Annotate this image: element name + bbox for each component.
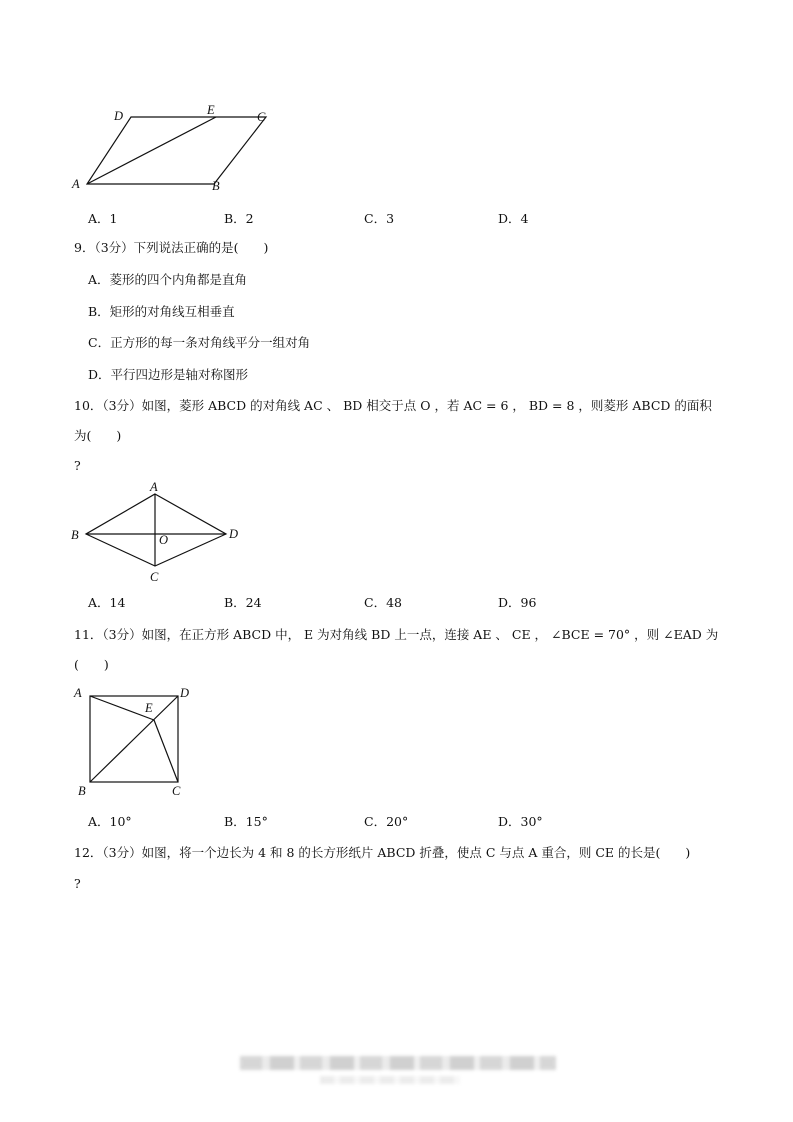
q8-option-c[interactable]: C．3 [364,211,395,226]
q11-option-b[interactable]: B．15° [224,814,268,829]
q10-stem-line2: 为( ) [74,428,122,443]
q8-option-b[interactable]: B．2 [224,211,254,226]
segment-ae [87,117,216,184]
blurred-footer-subtext [320,1076,460,1084]
q11-square-figure [66,682,206,802]
q10-option-a[interactable]: A．14 [88,595,126,610]
q10-label-c: C [150,570,159,584]
q10-label-a: A [150,480,158,494]
q8-label-c: C [257,110,266,124]
diagonal-bd [90,696,178,782]
q9-choice-c[interactable]: C．正方形的每一条对角线平分一组对角 [88,335,311,350]
q10-options [88,593,728,611]
q10-option-d[interactable]: D．96 [498,595,537,610]
q10-stem-line1: 10．（3分）如图，菱形 ABCD 的对角线 AC 、 BD 相交于点 O ，若 AC = 6 ， BD = 8 ，则菱形 ABCD 的面积 [74,398,712,413]
q11-label-c: C [172,784,181,798]
q8-label-d: D [114,109,124,123]
q10-rhombus-figure [66,478,256,588]
q8-label-b: B [212,179,220,193]
q8-label-e: E [207,103,215,117]
parallelogram-outline [87,117,266,184]
q11-option-a[interactable]: A．10° [88,814,132,829]
q9-choice-b[interactable]: B．矩形的对角线互相垂直 [88,304,235,319]
q10-label-b: B [71,528,79,542]
q8-parallelogram-figure [66,100,286,200]
q9-choice-a[interactable]: A．菱形的四个内角都是直角 [88,272,248,287]
q8-label-a: A [72,177,80,191]
q10-label-d: D [229,527,239,541]
rhombus-outline [86,494,226,566]
q11-options [88,812,728,830]
q11-stem-line2: ( ) [74,657,109,672]
q10-option-c[interactable]: C．48 [364,595,402,610]
q8-options [88,209,728,227]
q11-option-c[interactable]: C．20° [364,814,409,829]
q12-mark: ? [74,876,81,891]
q8-option-a[interactable]: A．1 [88,211,118,226]
q12-stem: 12．（3分）如图，将一个边长为 4 和 8 的长方形纸片 ABCD 折叠，使点 C 与点 A 重合，则 CE 的长是( ) [74,845,691,860]
q11-label-a: A [74,686,82,700]
segment-ce [154,720,178,782]
q10-mark: ? [74,458,81,473]
blurred-footer-watermark [240,1056,556,1070]
q11-option-d[interactable]: D．30° [498,814,543,829]
q11-label-e: E [145,701,153,715]
q8-option-d[interactable]: D．4 [498,211,529,226]
q9-choice-d[interactable]: D．平行四边形是轴对称图形 [88,367,249,382]
q11-stem-line1: 11．（3分）如图，在正方形 ABCD 中， E 为对角线 BD 上一点，连接 AE 、 CE ， ∠BCE = 70° ，则 ∠EAD 为 [74,627,719,642]
q10-label-o: O [159,533,169,547]
q11-label-b: B [78,784,86,798]
q9-stem: 9．（3分）下列说法正确的是( ) [74,240,269,255]
q10-option-b[interactable]: B．24 [224,595,262,610]
q11-label-d: D [180,686,190,700]
